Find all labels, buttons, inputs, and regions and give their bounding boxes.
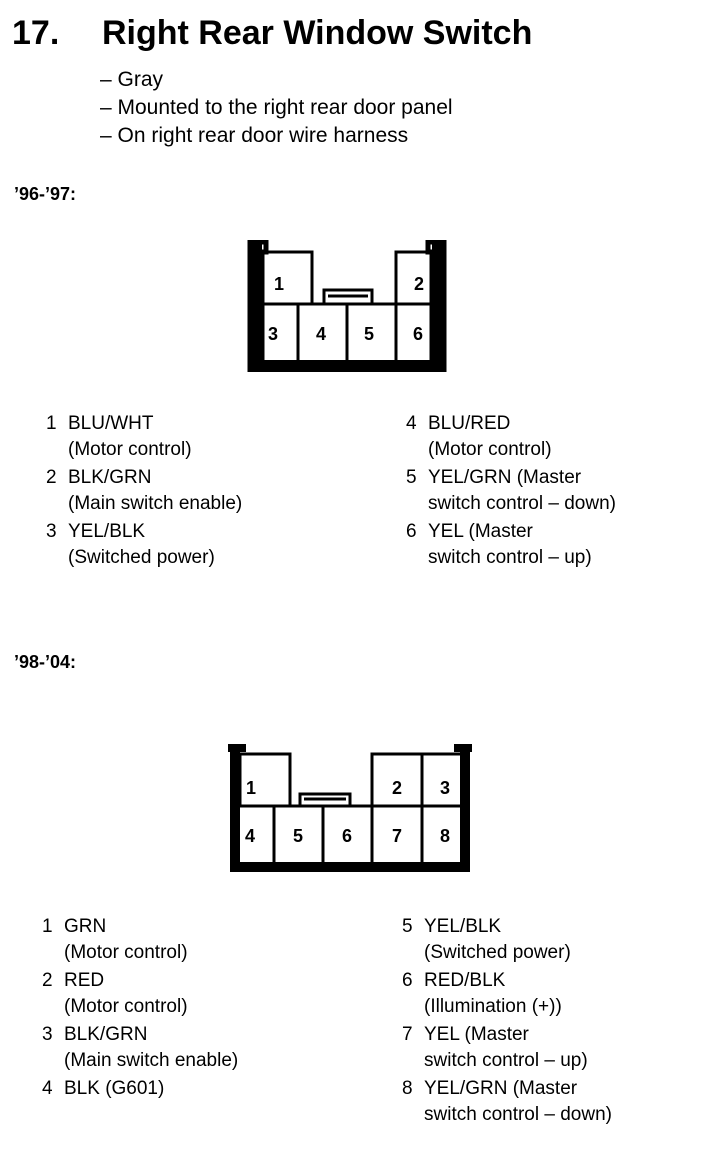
page-title: Right Rear Window Switch: [102, 14, 533, 52]
wire-function: (Main switch enable): [64, 1050, 239, 1071]
wire-color: BLK/GRN: [64, 1024, 148, 1045]
wire-color: RED: [64, 970, 105, 991]
wire-color: YEL (Master: [424, 1024, 529, 1045]
pin-number: 3: [46, 521, 57, 542]
pin-entry: [402, 968, 612, 1020]
pin-label: 6: [413, 324, 424, 344]
wire-color: YEL/BLK: [68, 521, 146, 542]
pinout-list-left: [42, 914, 238, 1104]
year-label-96-97: ’96-’97:: [14, 184, 77, 204]
note-color: – Gray: [100, 68, 164, 91]
pin-number: 1: [42, 916, 53, 937]
pin-entry: [42, 1022, 238, 1074]
connector-8-pin: [224, 742, 476, 874]
wire-color: YEL/GRN (Master: [424, 1078, 578, 1099]
year-label-98-04: ’98-’04:: [14, 652, 77, 672]
pin-label: 7: [392, 826, 403, 846]
wire-color: BLU/WHT: [68, 413, 154, 434]
pin-entry: [42, 914, 238, 966]
pin-entry: [42, 1076, 238, 1102]
pin-entry: [46, 465, 242, 517]
wire-function: (Illumination (+)): [424, 996, 562, 1017]
pin-entry: [406, 519, 616, 571]
wire-function: (Motor control): [428, 439, 552, 460]
pin-entry: [46, 411, 242, 463]
pin-label: 3: [268, 324, 279, 344]
pin-entry: [402, 1022, 612, 1074]
pin-number: 1: [46, 413, 57, 434]
note-harness: – On right rear door wire harness: [100, 124, 409, 147]
note-mounting: – Mounted to the right rear door panel: [100, 96, 453, 119]
pin-number: 2: [42, 970, 53, 991]
pin-number: 5: [402, 916, 413, 937]
pin-label: 1: [274, 274, 285, 294]
pin-label: 3: [440, 778, 451, 798]
pinout-list-right: [402, 914, 612, 1130]
pin-entry: [406, 465, 616, 517]
pin-entry: [46, 519, 242, 571]
wire-function: (Main switch enable): [68, 493, 243, 514]
pin-entry: [406, 411, 616, 463]
wire-color: YEL/GRN (Master: [428, 467, 582, 488]
pin-label: 5: [364, 324, 375, 344]
pin-label: 6: [342, 826, 353, 846]
wire-color: GRN: [64, 916, 107, 937]
pin-label: 2: [414, 274, 425, 294]
pin-entry: [402, 1076, 612, 1128]
pin-label: 4: [316, 324, 327, 344]
pin-number: 3: [42, 1024, 53, 1045]
wire-color: BLK/GRN: [68, 467, 152, 488]
connector-6-pin: [246, 240, 448, 372]
wire-function: (Switched power): [68, 547, 215, 568]
wire-color: RED/BLK: [424, 970, 506, 991]
pin-label: 1: [246, 778, 257, 798]
pinout-list-left: [46, 411, 242, 573]
pin-entry: [42, 968, 238, 1020]
pin-number: 8: [402, 1078, 413, 1099]
wire-color: BLK (G601): [64, 1078, 165, 1099]
pin-number: 4: [42, 1078, 53, 1099]
wire-function: (Motor control): [68, 439, 192, 460]
wire-function: switch control – down): [424, 1104, 612, 1125]
pin-label: 5: [293, 826, 304, 846]
pin-label: 4: [245, 826, 256, 846]
pin-entry: [402, 914, 612, 966]
wire-function: switch control – down): [428, 493, 616, 514]
wire-function: (Motor control): [64, 942, 188, 963]
pin-label: 8: [440, 826, 451, 846]
pin-number: 4: [406, 413, 417, 434]
pinout-list-right: [406, 411, 616, 573]
pin-number: 6: [402, 970, 413, 991]
wire-function: (Switched power): [424, 942, 571, 963]
component-notes: [100, 66, 453, 150]
wire-color: YEL (Master: [428, 521, 533, 542]
pin-number: 5: [406, 467, 417, 488]
pin-number: 6: [406, 521, 417, 542]
pin-number: 7: [402, 1024, 413, 1045]
wire-function: switch control – up): [424, 1050, 588, 1071]
pin-label: 2: [392, 778, 403, 798]
pin-number: 2: [46, 467, 57, 488]
wire-color: BLU/RED: [428, 413, 511, 434]
section-number: 17.: [12, 14, 60, 52]
wire-color: YEL/BLK: [424, 916, 502, 937]
wire-function: switch control – up): [428, 547, 592, 568]
wire-function: (Motor control): [64, 996, 188, 1017]
